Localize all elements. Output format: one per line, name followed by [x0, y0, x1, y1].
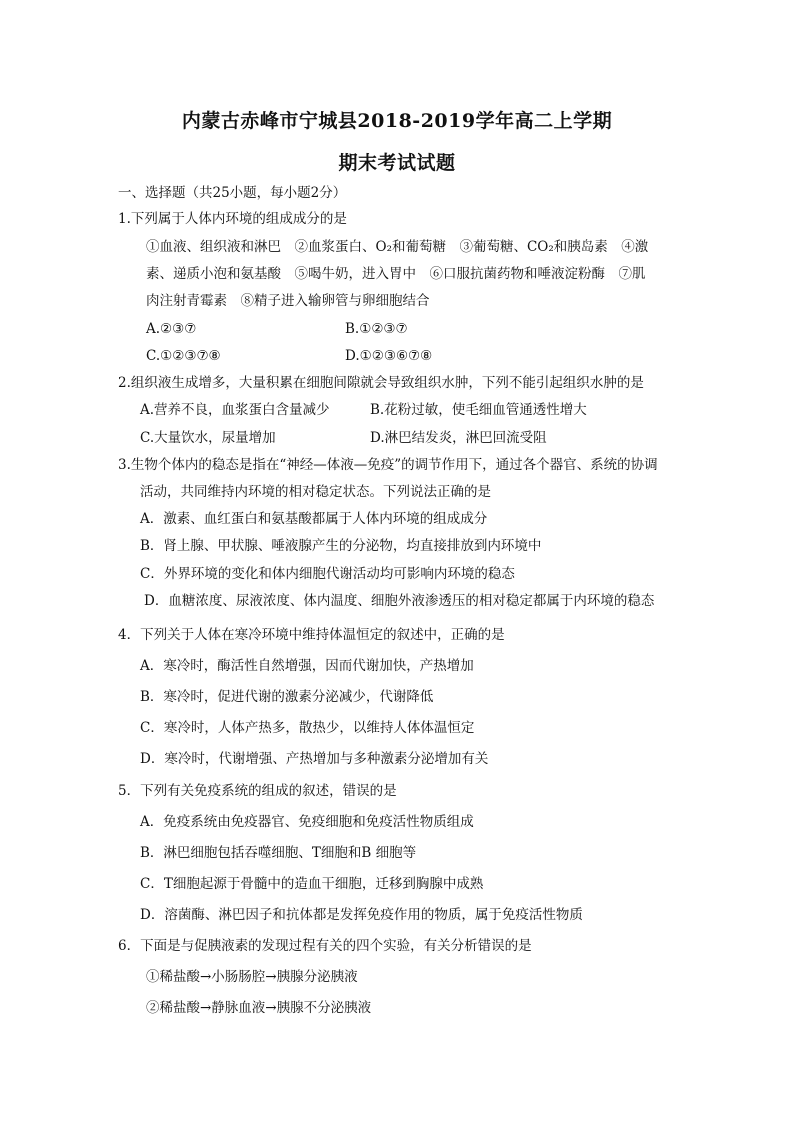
question-1-option-d: D.①②③⑥⑦⑧ [345, 348, 433, 364]
question-1-stem: 1.下列属于人体内环境的组成成分的是 [118, 211, 347, 227]
question-2-option-b: B.花粉过敏，使毛细血管通透性增大 [370, 402, 587, 418]
question-5-option-c: C．T细胞起源于骨髓中的造血干细胞，迁移到胸腺中成熟 [140, 876, 484, 892]
question-3-stem-cont: 活动，共同维持内环境的相对稳定状态。下列说法正确的是 [140, 484, 491, 500]
question-4-option-b: B．寒冷时，促进代谢的激素分泌减少，代谢降低 [140, 689, 434, 705]
question-2-option-d: D.淋巴结发炎，淋巴回流受阻 [370, 430, 547, 446]
question-4-stem: 4．下列关于人体在寒冷环境中维持体温恒定的叙述中，正确的是 [118, 627, 505, 643]
page-title: 内蒙古赤峰市宁城县2018-2019学年高二上学期 [181, 110, 613, 132]
question-3-stem: 3.生物个体内的稳态是指在“神经—体液—免疫”的调节作用下，通过各个器官、系统的协调 [118, 457, 658, 473]
question-1-option-b: B.①②③⑦ [345, 321, 408, 337]
question-3-option-c: C．外界环境的变化和体内细胞代谢活动均可影响内环境的稳态 [140, 566, 515, 582]
question-4-option-d: D．寒冷时，代谢增强、产热增加与多种激素分泌增加有关 [140, 751, 489, 767]
question-3-option-d: D．血糖浓度、尿液浓度、体内温度、细胞外液渗透压的相对稳定都属于内环境的稳态 [144, 593, 655, 609]
question-5-stem: 5．下列有关免疫系统的组成的叙述，错误的是 [118, 783, 397, 799]
question-6-line-2: ②稀盐酸→静脉血液→胰腺不分泌胰液 [146, 1000, 372, 1016]
question-2-option-a: A.营养不良，血浆蛋白含量减少 [140, 402, 330, 418]
question-2-stem: 2.组织液生成增多，大量积累在细胞间隙就会导致组织水肿，下列不能引起组织水肿的是 [118, 375, 644, 391]
question-1-option-a: A.②③⑦ [146, 321, 197, 337]
question-4-option-a: A．寒冷时，酶活性自然增强，因而代谢加快，产热增加 [140, 658, 474, 674]
question-1-option-c: C.①②③⑦⑧ [146, 348, 221, 364]
question-5-option-a: A．免疫系统由免疫器官、免疫细胞和免疫活性物质组成 [140, 814, 474, 830]
section-heading: 一、选择题（共25小题，每小题2分） [118, 185, 347, 201]
page-subtitle: 期末考试试题 [338, 152, 456, 174]
question-6-stem: 6．下面是与促胰液素的发现过程有关的四个实验，有关分析错误的是 [118, 938, 532, 954]
question-4-option-c: C．寒冷时，人体产热多，散热少，以维持人体体温恒定 [140, 720, 475, 736]
question-5-option-d: D．溶菌酶、淋巴因子和抗体都是发挥免疫作用的物质，属于免疫活性物质 [140, 907, 583, 923]
question-5-option-b: B．淋巴细胞包括吞噬细胞、T细胞和B 细胞等 [140, 845, 417, 861]
question-6-line-1: ①稀盐酸→小肠肠腔→胰腺分泌胰液 [146, 969, 358, 985]
question-3-option-b: B．肾上腺、甲状腺、唾液腺产生的分泌物，均直接排放到内环境中 [140, 538, 542, 554]
question-1-line-2: 素、递质小泡和氨基酸 ⑤喝牛奶，进入胃中 ⑥口服抗菌药物和唾液淀粉酶 ⑦肌 [146, 266, 646, 282]
question-1-line-1: ①血液、组织液和淋巴 ②血浆蛋白、O₂和葡萄糖 ③葡萄糖、CO₂和胰岛素 ④激 [146, 239, 649, 255]
question-1-line-3: 肉注射青霉素 ⑧精子进入输卵管与卵细胞结合 [146, 293, 430, 309]
question-3-option-a: A．激素、血红蛋白和氨基酸都属于人体内环境的组成成分 [140, 511, 488, 527]
question-2-option-c: C.大量饮水，尿量增加 [140, 430, 276, 446]
